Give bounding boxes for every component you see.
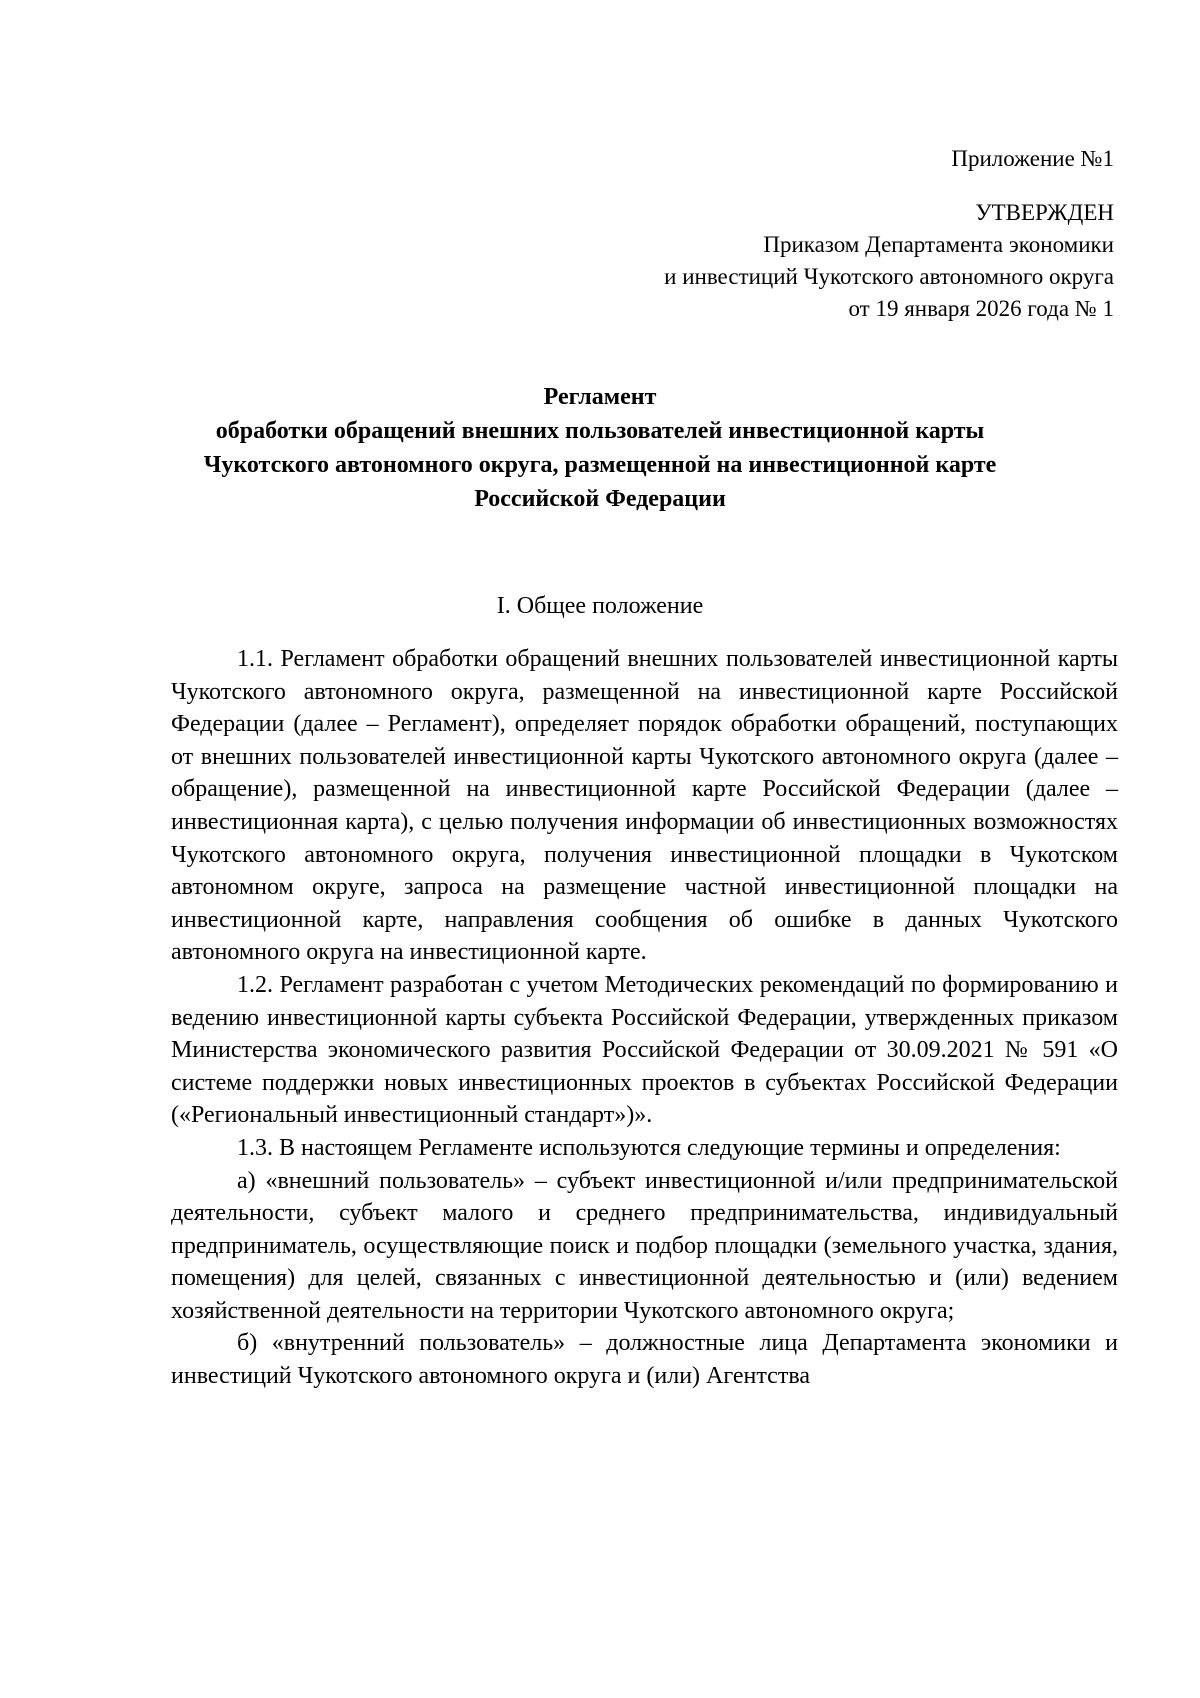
- paragraph-1-2: 1.2. Регламент разработан с учетом Методических рекомендаций по формированию и ведению инвестиционной карты субъекта Российской Федерации, утвержденных приказом Министерства экономического развития Российской Федерации от 30.09.2021 № 591 «О системе поддержки новых инвестиционных проектов в субъектах Российской Федерации («Региональный инвестиционный стандарт»)».: [171, 971, 1118, 1129]
- title-line-1: Регламент: [543, 384, 657, 410]
- section-heading: I. Общее положение: [496, 593, 704, 619]
- paragraph-1-1: 1.1. Регламент обработки обращений внешних пользователей инвестиционной карты Чукотского автономного округа, размещенной на инвестиционной карте Российской Федерации (далее – Регламент), определяет порядок обработки обращений, поступающих от внешних пользователей инвестиционной карты Чукотского автономного округа (далее – обращение), размещенной на инвестиционной карте Российской Федерации (далее – инвестиционная карта), с целью получения информации об инвестиционных возможностях Чукотского автономного округа, получения инвестиционной площадки в Чукотском автономном округе, запроса на размещение частной инвестиционной площадки на инвестиционной карте, направления сообщения об ошибке в данных Чукотского автономного округа на инвестиционной карте.: [171, 646, 1118, 966]
- approved-stamp-text: УТВЕРЖДЕН: [975, 200, 1114, 225]
- title-line-3: Чукотского автономного округа, размещенной на инвестиционной карте: [203, 452, 997, 478]
- document-title: [110, 380, 1090, 516]
- title-line-2: обработки обращений внешних пользователей инвестиционной карты: [215, 418, 985, 444]
- order-date: от 19 января 2026 года № 1: [848, 296, 1114, 321]
- order-line-2: и инвестиций Чукотского автономного округа: [664, 264, 1114, 289]
- paragraph-1-3: 1.3. В настоящем Регламенте используются следующие термины и определения:: [237, 1134, 1061, 1161]
- approval-block: [414, 143, 1114, 325]
- paragraph-a: а) «внешний пользователь» – субъект инвестиционной и/или предпринимательской деятельности, субъект малого и среднего предпринимательства, индивидуальный предприниматель, осуществляющие поиск и подбор площадки (земельного участка, здания, помещения) для целей, связанных с инвестиционной деятельностью и (или) ведением хозяйственной деятельности на территории Чукотского автономного округа;: [171, 1167, 1118, 1324]
- order-line-1: Приказом Департамента экономики: [763, 232, 1114, 257]
- paragraph-b: б) «внутренний пользователь» – должностные лица Департамента экономики и инвестиций Чукотского автономного округа и (или) Агентства: [171, 1330, 1118, 1390]
- document-body: [171, 643, 1118, 1393]
- annex-label: Приложение №1: [951, 146, 1114, 171]
- title-line-4: Российской Федерации: [474, 486, 726, 512]
